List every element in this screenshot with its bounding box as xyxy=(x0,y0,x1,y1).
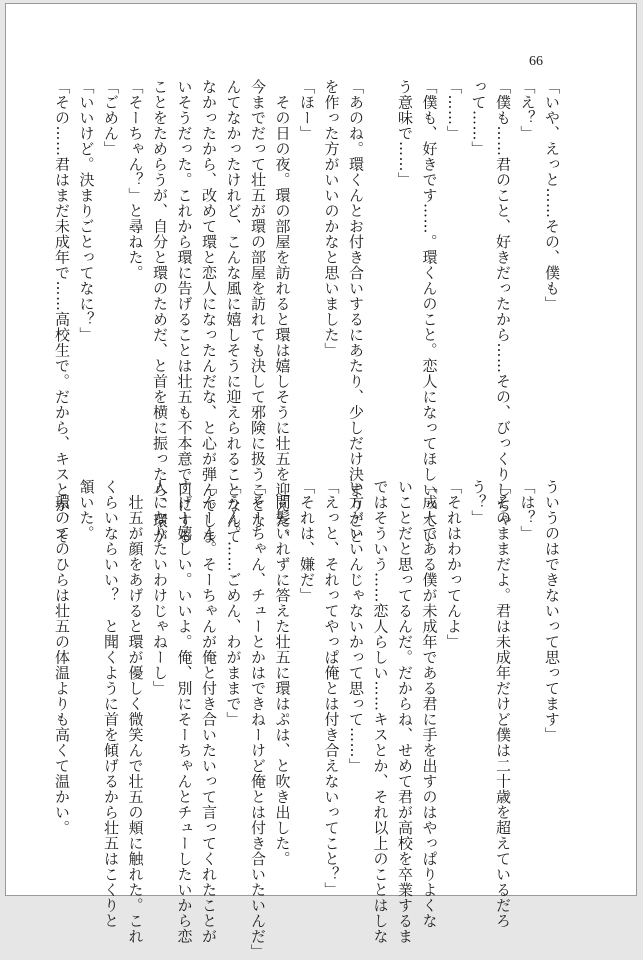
text-line: 頷いた。 xyxy=(77,479,96,541)
text-line: 「ごめん」 xyxy=(102,79,120,157)
text-line: う意味で……」 xyxy=(396,79,414,188)
text-line: 「うん。……ごめん、わがままで」 xyxy=(224,479,243,727)
text-line: 「僕も、好きです……。環くんのこと。恋人になってほしいってい xyxy=(420,79,439,544)
text-line: 「それはわかってんよ」 xyxy=(445,479,463,650)
text-line: 「えっと、それってやっぱ俺とは付き合えないってこと？」 xyxy=(322,479,341,898)
text-line: 「それは、嫌だ」 xyxy=(298,479,316,603)
text-line: 「……」 xyxy=(445,79,463,141)
text-line: 壮五が顔をあげると環が優しく微笑んで壮五の頬に触れた。これ xyxy=(126,479,145,944)
text-line: 「んーん。そーちゃんが俺と付き合いたいって言ってくれたことが xyxy=(200,479,218,944)
text-line: い方がいいんじゃないかって思って……」 xyxy=(347,479,365,774)
text-line: 「そのままだよ。君は未成年だけど僕は二十歳を超えているだろ xyxy=(494,479,512,929)
text-line: って……」 xyxy=(469,79,488,157)
text-line: んてなかったけれど、こんな風に嬉しそうに迎えられることなんて xyxy=(224,79,243,544)
text-line: いそうだった。これから環に告げることは壮五も不本意で口にする xyxy=(175,79,194,544)
text-line: う？」 xyxy=(469,479,488,526)
text-line: 今までだって壮五が環の部屋を訪れても決して邪険に扱うことな xyxy=(249,79,267,529)
text-line: ういうのはできないって思ってます」 xyxy=(543,479,561,743)
book-page xyxy=(5,3,637,960)
page-number: 66 xyxy=(529,54,543,69)
text-line: 「そーちゃん？」と尋ねた。 xyxy=(126,79,145,281)
text-line: 環のてのひらは壮五の体温よりも高くて温かい。 xyxy=(53,479,71,836)
text-column-bottom xyxy=(53,479,564,960)
text-line: 「いいけど。決まりごとってなに？」 xyxy=(77,79,96,343)
text-line: 「僕も……君のこと、好きだったから……その、びっくりしちゃ xyxy=(494,79,512,529)
text-line: 「成人である僕が未成年である君に手を出すのはやっぱりよくな xyxy=(420,479,439,929)
text-line: 「は？」 xyxy=(518,479,537,541)
text-line: その日の夜。環の部屋を訪れると環は嬉しそうに壮五を迎えた。 xyxy=(273,79,292,544)
text-line: 人になりたいわけじゃねーし」 xyxy=(151,479,169,696)
text-line: なかったから、改めて環と恋人になったんだな、と心が弾んでしま xyxy=(200,79,218,544)
text-line: 「いや、えっと……その、僕も」 xyxy=(543,79,561,312)
text-line: 「え？」 xyxy=(518,79,537,141)
text-line: を作った方がいいのかなと思いました」 xyxy=(322,79,341,358)
text-line: くらいならいい？ と聞くように首を傾げるから壮五はこくりと xyxy=(102,479,120,929)
text-line: 間髪いれずに答えた壮五に環はぷは、と吹き出した。 xyxy=(273,479,292,867)
text-line: ではそういう……恋人らしい……キスとか、それ以上のことはしな xyxy=(371,479,390,944)
text-line: いことだと思ってるんだ。だからね、せめて君が高校を卒業するま xyxy=(396,479,414,944)
text-line: すげー嬉しい。いいよ。俺、別にそーちゃんとチューしたいから恋 xyxy=(175,479,194,944)
text-line: ことをためらうが、自分と環のためだ、と首を横に振ったら、環が xyxy=(151,79,169,544)
text-line xyxy=(368,79,393,459)
text-line: 「その……君はまだ未成年で……高校生で。だから、キスとか、そ xyxy=(53,79,71,544)
text-line: 「あのね。環くんとお付き合いするにあたり、少しだけ決まりごと xyxy=(347,79,365,544)
text-line: 「そーちゃん、チューとかはできねーけど俺とは付き合いたいんだ」 xyxy=(249,479,267,960)
text-line: 「ほー」 xyxy=(298,79,316,141)
